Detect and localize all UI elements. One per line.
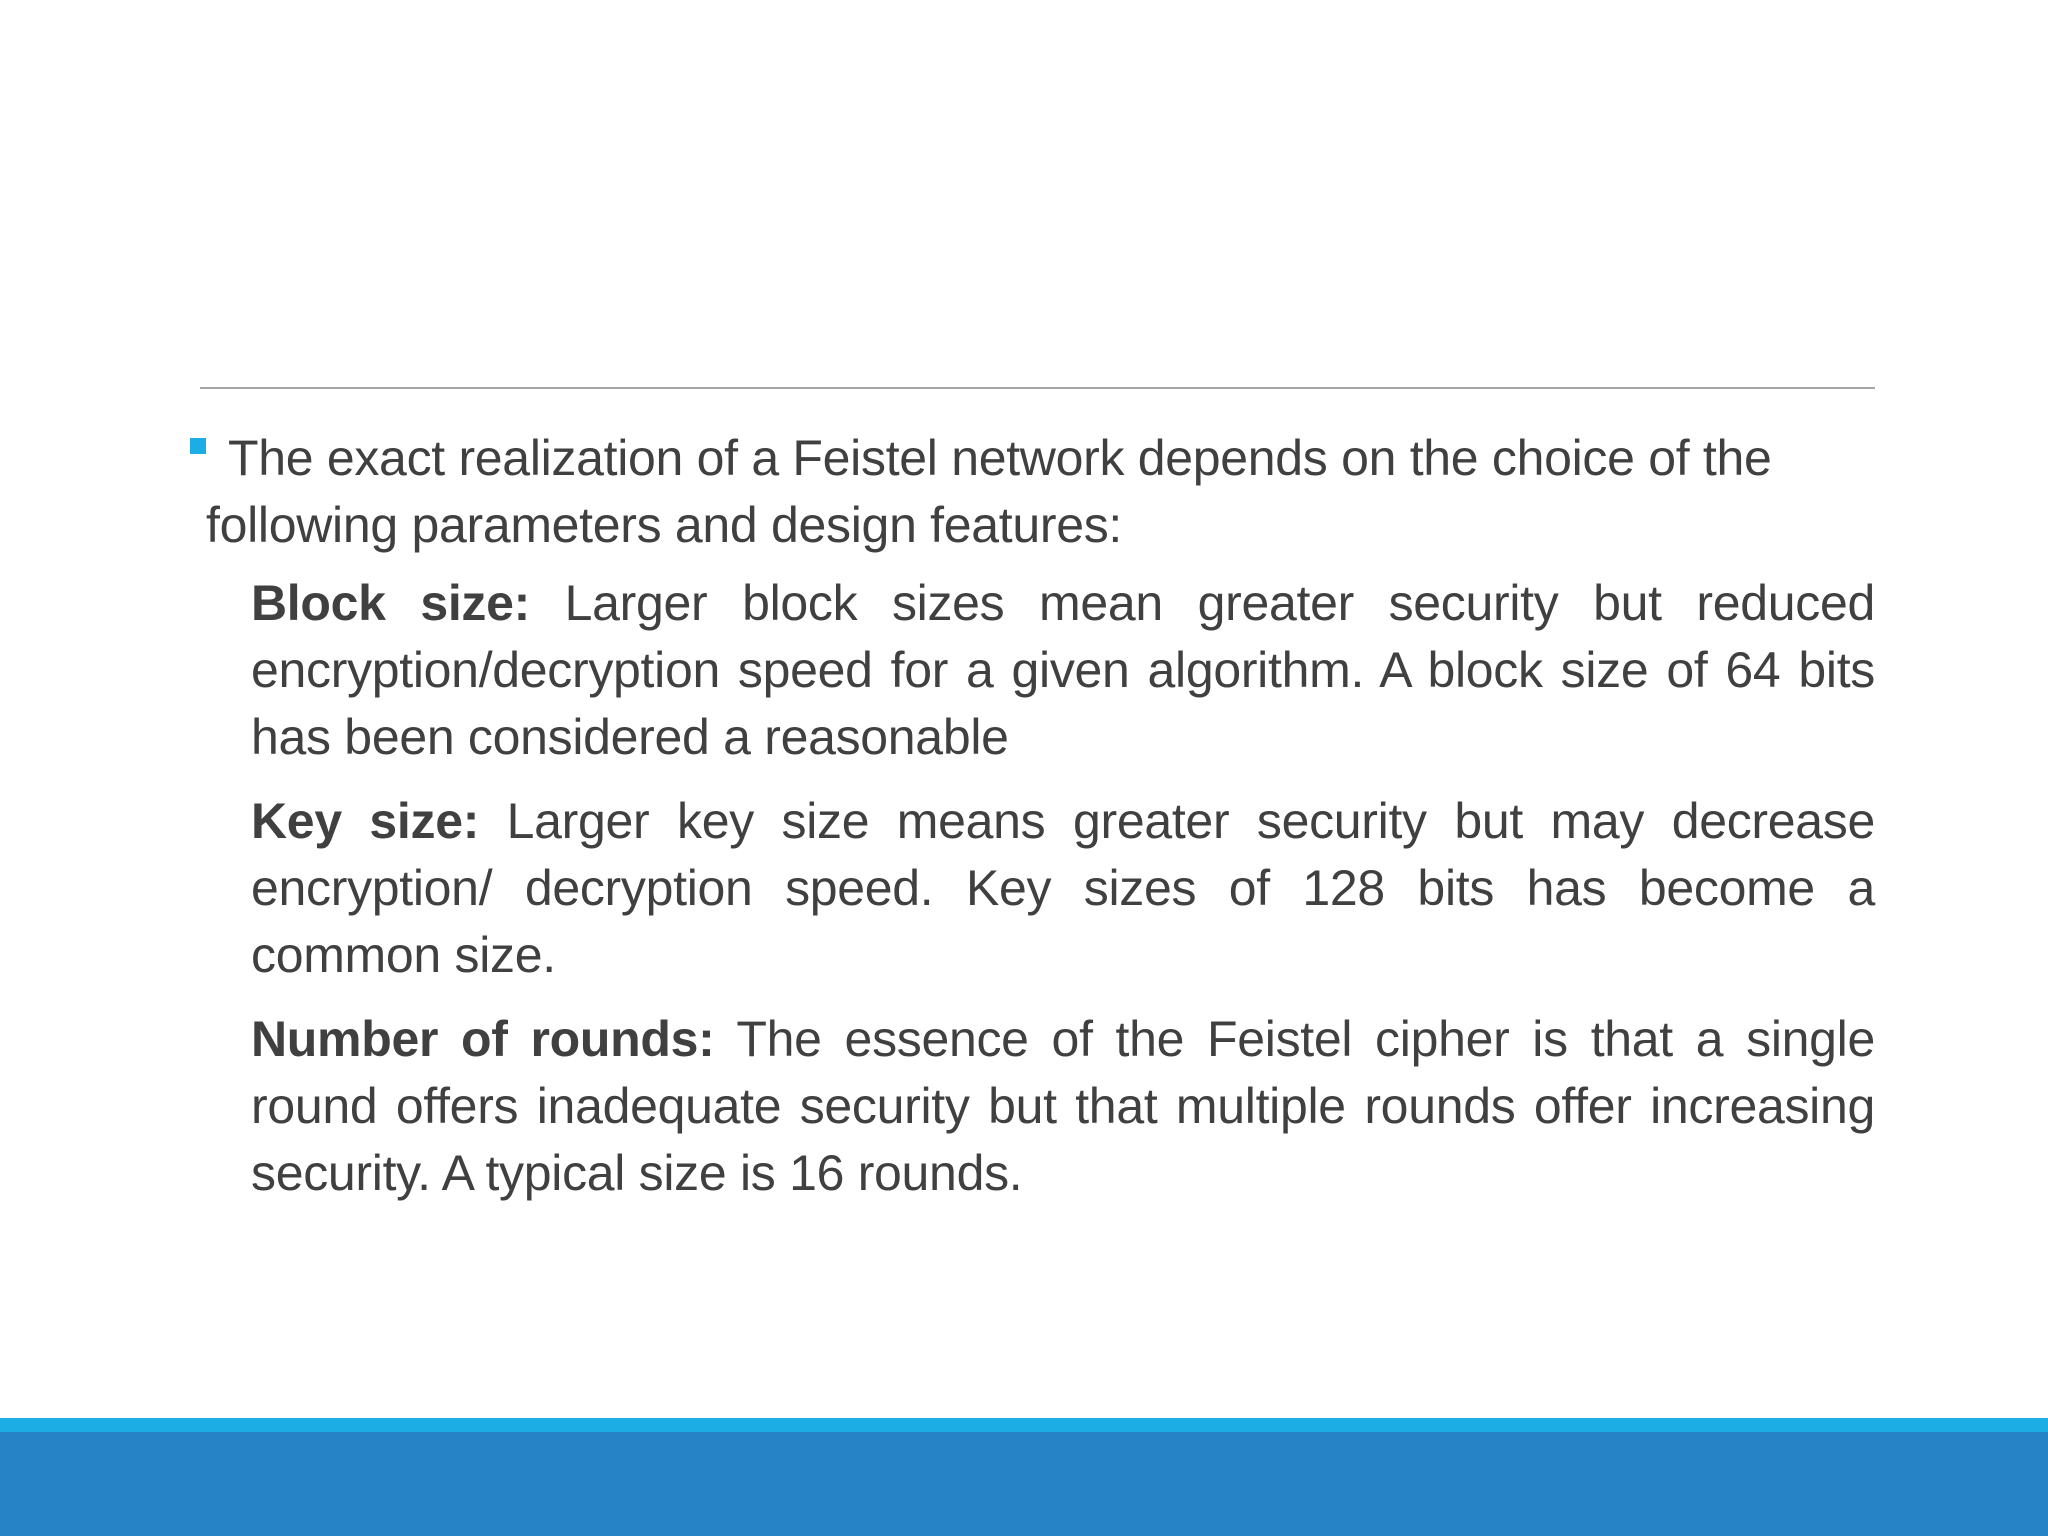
slide-body [190,425,1875,1207]
parameter-number-of-rounds [190,1006,1875,1207]
parameter-label: Key size: [251,793,480,849]
bullet-intro [190,425,1906,559]
footer-band [0,1432,2048,1536]
parameter-description: The essence of the Feistel cipher is that a single round offers inadequate security but that multiple rounds offer increasing security. A typical size is 16 rounds. [251,1011,1875,1201]
footer-accent-stripe [0,1418,2048,1432]
parameter-label: Number of rounds: [251,1011,715,1067]
square-bullet-icon [190,438,206,454]
parameter-key-size [190,788,1875,989]
parameter-description: Larger block sizes mean greater security but reduced encryption/decryption speed for a given algorithm. A block size of 64 bits has been considered a reasonable [251,575,1876,765]
title-divider [200,387,1875,389]
parameter-label: Block size: [251,575,530,631]
intro-text: The exact realization of a Feistel network depends on the choice of the following parameters and design features: [206,430,1772,553]
parameter-description: Larger key size means greater security but may decrease encryption/ decryption speed. Key sizes of 128 bits has become a common size. [251,793,1875,983]
parameter-block-size [190,570,1875,771]
